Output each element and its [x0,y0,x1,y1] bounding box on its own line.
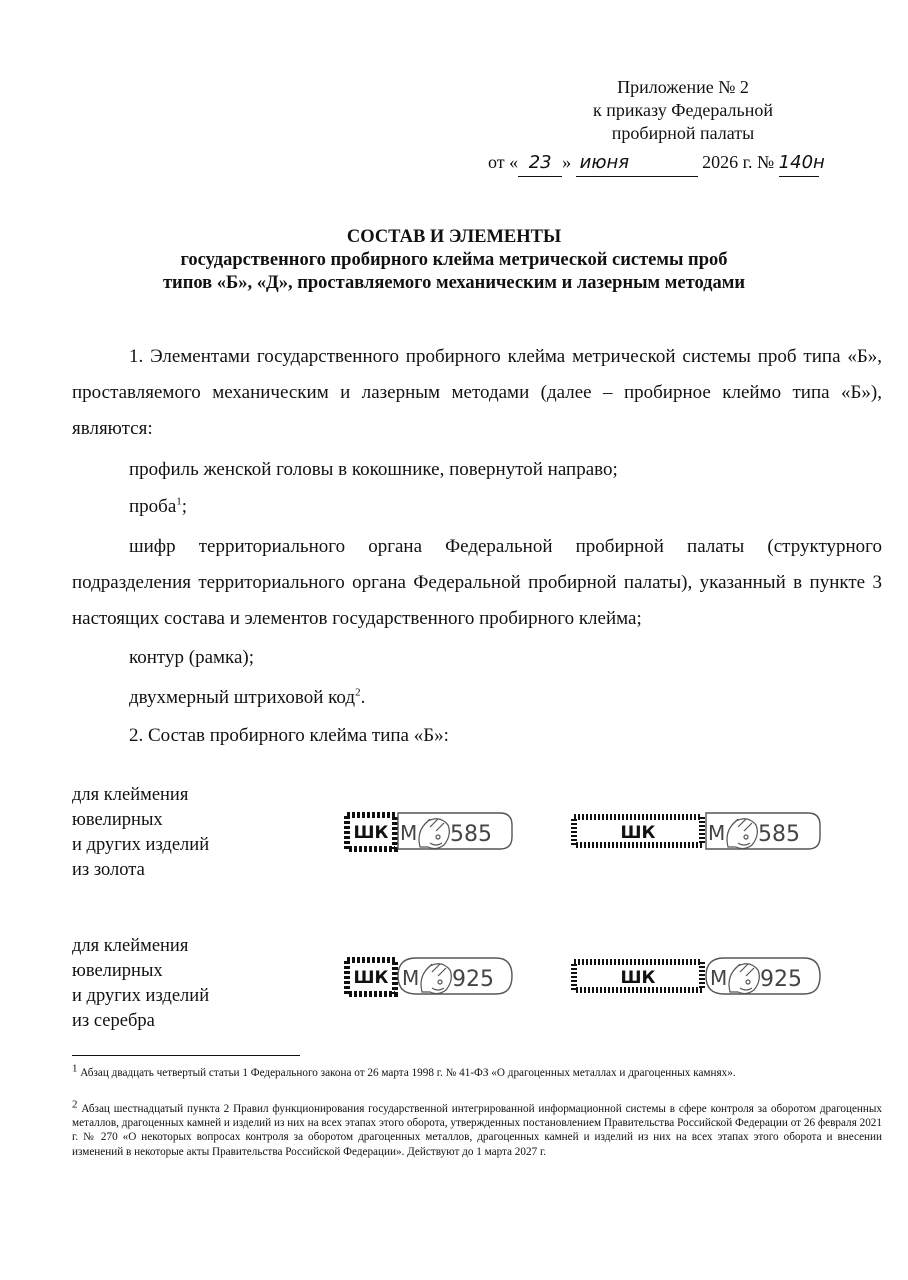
kokoshnik-head-icon [729,964,759,994]
appendix-order-ref: к приказу Федеральной [593,100,773,120]
barcode-code-text: ШК [620,823,656,843]
footnote-2: $^2$ Абзац шестнадцатый пункта 2 Правил функционирования государственной интегрированной информационной системы в сфере контроля за оборотом драгоценных металлов, драгоценных камней и изделий из них на всех этапах этого оборота, утвержденных постановлением Правительства Российской Федерации от 26 февраля 2021 г. № 270 «О некоторых вопросах контроля за оборотом драгоценных металлов, драгоценных камней и изделий из них на всех этапах этого оборота и внесении изменений в некоторые акты Правительства Российской Федерации». Действуют до 1 марта 2027 г. [72,1098,883,1158]
date-day: 23 [518,150,562,177]
appendix-header [553,76,813,145]
stamp-letter: М [708,821,726,845]
stamp-letter: М [400,821,418,845]
order-number: 140н [779,150,819,177]
title-line-2: государственного пробирного клейма метрической системы проб [180,250,728,270]
gold-stamp-mechanical [340,805,520,857]
footnote-ref-2: 2 [355,686,361,699]
appendix-number: Приложение № 2 [617,77,749,97]
barcode-code-text: ШК [353,823,389,843]
doc-title [0,226,908,295]
date-prefix: от « [488,152,519,172]
title-line-3: типов «Б», «Д», проставляемого механическим и лазерным методами [162,273,746,293]
stamp-assay: 925 [760,967,802,992]
date-year: 2026 г. № [702,152,775,172]
silver-stamp-laser [568,950,828,1002]
stamp-assay: 585 [450,822,492,847]
paragraph-2: 2. Состав пробирного клейма типа «Б»: [129,725,449,746]
order-date-line [488,149,825,177]
date-month: июня [576,150,698,177]
list-item-contour: контур (рамка); [129,647,255,668]
paragraph-1: 1. Элементами государственного пробирного клейма метрической системы проб типа «Б», проставляемого механическим и лазерным методами (далее – пробирное клеймо типа «Б»), являются: [72,346,882,439]
appendix-issuer: пробирной палаты [611,123,755,143]
list-item-barcode: двухмерный штриховой код$^2$. [129,686,366,708]
barcode-code-text: ШК [620,968,656,988]
footnote-separator [72,1055,300,1056]
silver-label: для клеймения ювелирных и других изделий из серебра [72,936,210,1031]
stamp-assay: 925 [452,967,494,992]
barcode-code-text: ШК [353,968,389,988]
stamp-assay: 585 [758,822,800,847]
stamp-letter: М [402,966,420,990]
silver-stamp-mechanical [340,950,520,1002]
list-item-profile: профиль женской головы в кокошнике, повернутой направо; [129,459,618,480]
list-item-assay: проба$^1$; [129,495,188,517]
kokoshnik-head-icon [419,819,449,849]
footnote-1: $^1$ Абзац двадцать четвертый статьи 1 Федерального закона от 26 марта 1998 г. № 41-ФЗ «О драгоценных металлах и драгоценных камнях». [72,1062,736,1079]
footnote-ref-1: 1 [176,495,182,508]
kokoshnik-head-icon [421,964,451,994]
title-line-1: СОСТАВ И ЭЛЕМЕНТЫ [346,227,562,247]
list-item-cipher: шифр территориального органа Федеральной пробирной палаты (структурного подразделения территориального органа Федеральной пробирной палаты), указанный в пункте 3 настоящих состава и элементов государственного пробирного клейма; [72,536,882,629]
gold-label: для клеймения ювелирных и других изделий из золота [72,785,210,880]
kokoshnik-head-icon [727,819,757,849]
gold-stamp-laser [568,805,828,857]
date-mid: » [562,152,572,172]
stamp-letter: М [710,966,728,990]
